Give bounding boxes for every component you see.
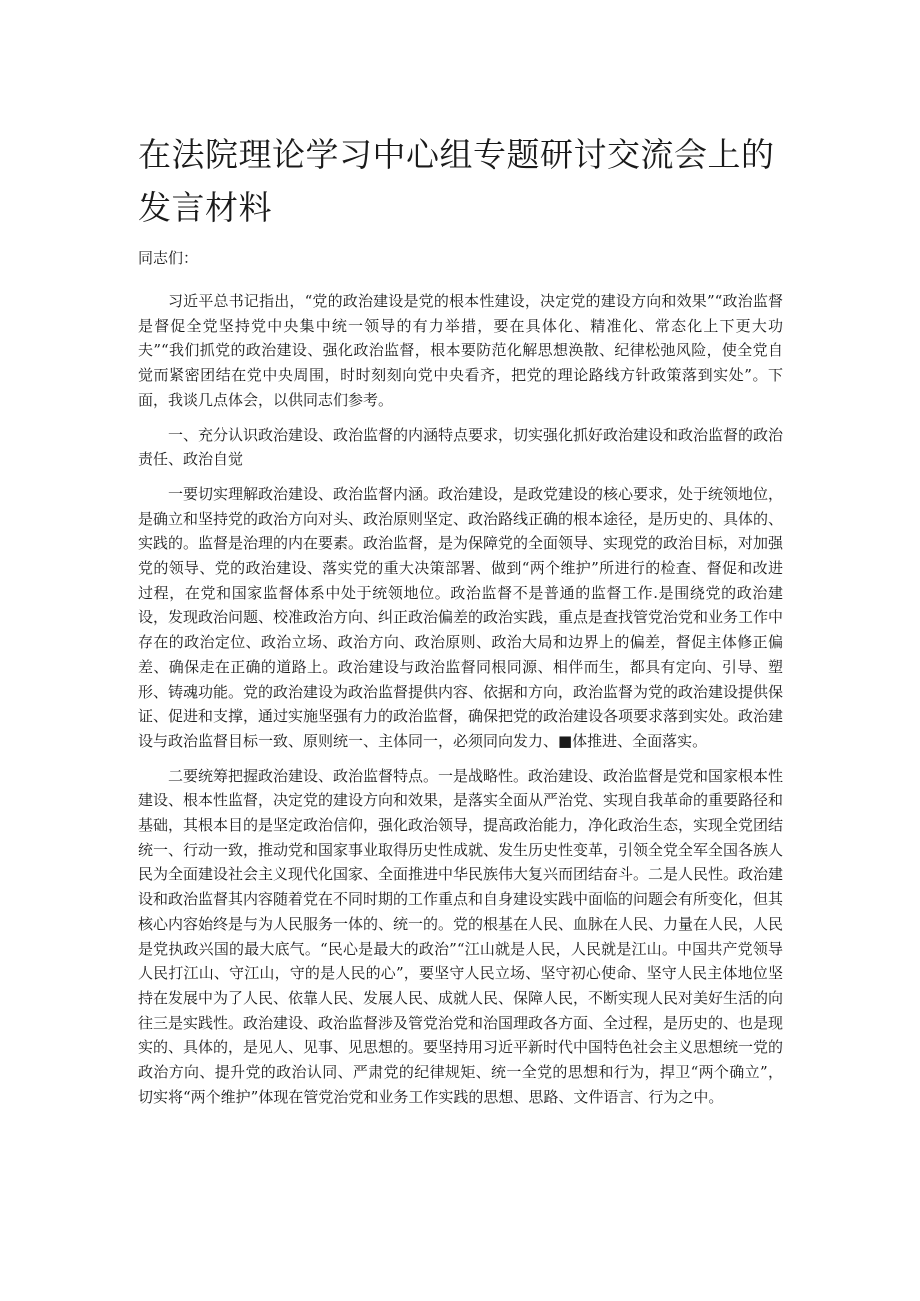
document-body — [138, 245, 783, 1120]
salutation: 同志们： — [138, 249, 199, 267]
section-heading-1: 一、充分认识政治建设、政治监督的内涵特点要求，切实强化抓好政治建设和政治监督的政治责任、政治自觉 — [138, 425, 784, 469]
paragraph-intro: 习近平总书记指出，“党的政治建设是党的根本性建设，决定党的建设方向和效果”“政治监督是督促全党坚持党中央集中统一领导的有力举措，要在具体化、精准化、常态化上下更大功夫”“我们抓党的政治建设、强化政治监督，根本要防范化解思想涣散、纪律松弛风险，使全党自觉而紧密团结在党中央周围，时时刻刻向党中央看齐，把党的理论路线方针政策落到实处”。下面，我谈几点体会，以供同志们参考。 — [138, 292, 783, 409]
document-title: 在法院理论学习中心组专题研讨交流会上的发言材料 — [138, 135, 775, 227]
paragraph-point-1: 一要切实理解政治建设、政治监督内涵。政治建设，是政党建设的核心要求，处于统领地位，是确立和坚持党的政治方向对头、政治原则坚定、政治路线正确的根本途径，是历史的、具体的、实践的。监督是治理的内在要素。政治监督，是为保障党的全面领导、实现党的政治目标，对加强党的领导、党的政治建设、落实党的重大决策部署、做到“两个维护”所进行的检查、督促和改进过程，在党和国家监督体系中处于统领地位。政治监督不是普通的监督工作.是围绕党的政治建设，发现政治问题、校准政治方向、纠正政治偏差的政治实践，重点是查找管党治党和业务工作中存在的政治定位、政治立场、政治方向、政治原则、政治大局和边界上的偏差，督促主体修正偏差、确保走在正确的道路上。政治建设与政治监督同根同源、相伴而生，都具有定向、引导、塑形、铸魂功能。党的政治建设为政治监督提供内容、依据和方向，政治监督为党的政治建设提供保证、促进和支撑，通过实施坚强有力的政治监督，确保把党的政治建设各项要求落到实处。政治建设与政治监督目标一致、原则统一、主体同一，必须同向发力、■体推进、全面落实。 — [138, 484, 784, 750]
paragraph-point-2: 二要统筹把握政治建设、政治监督特点。一是战略性。政治建设、政治监督是党和国家根本性建设、根本性监督，决定党的建设方向和效果，是落实全面从严治党、实现自我革命的重要路径和基础，其根本目的是坚定政治信仰，强化政治领导，提高政治能力，净化政治生态，实现全党团结统一、行动一致，推动党和国家事业取得历史性成就、发生历史性变革，引领全党全军全国各族人民为全面建设社会主义现代化国家、全面推进中华民族伟大复兴而团结奋斗。二是人民性。政治建设和政治监督其内容随着党在不同时期的工作重点和自身建设实践中面临的问题会有所变化，但其核心内容始终是与为人民服务一体的、统一的。党的根基在人民、血脉在人民、力量在人民，人民是党执政兴国的最大底气。“民心是最大的政治”“江山就是人民，人民就是江山。中国共产党领导人民打江山、守江山，守的是人民的心”，要坚守人民立场、坚守初心使命、坚守人民主体地位坚持在发展中为了人民、依靠人民、发展人民、成就人民、保障人民，不断实现人民对美好生活的向往三是实践性。政治建设、政治监督涉及管党治党和治国理政各方面、全过程，是历史的、也是现实的、具体的，是见人、见事、见思想的。要坚持用习近平新时代中国特色社会主义思想统一党的政治方向、提升党的政治认同、严肃党的纪律规矩、统一全党的思想和行为，捍卫“两个确立”，切实将“两个维护”体现在管党治党和业务工作实践的思想、思路、文件语言、行为之中。 — [138, 766, 784, 1106]
